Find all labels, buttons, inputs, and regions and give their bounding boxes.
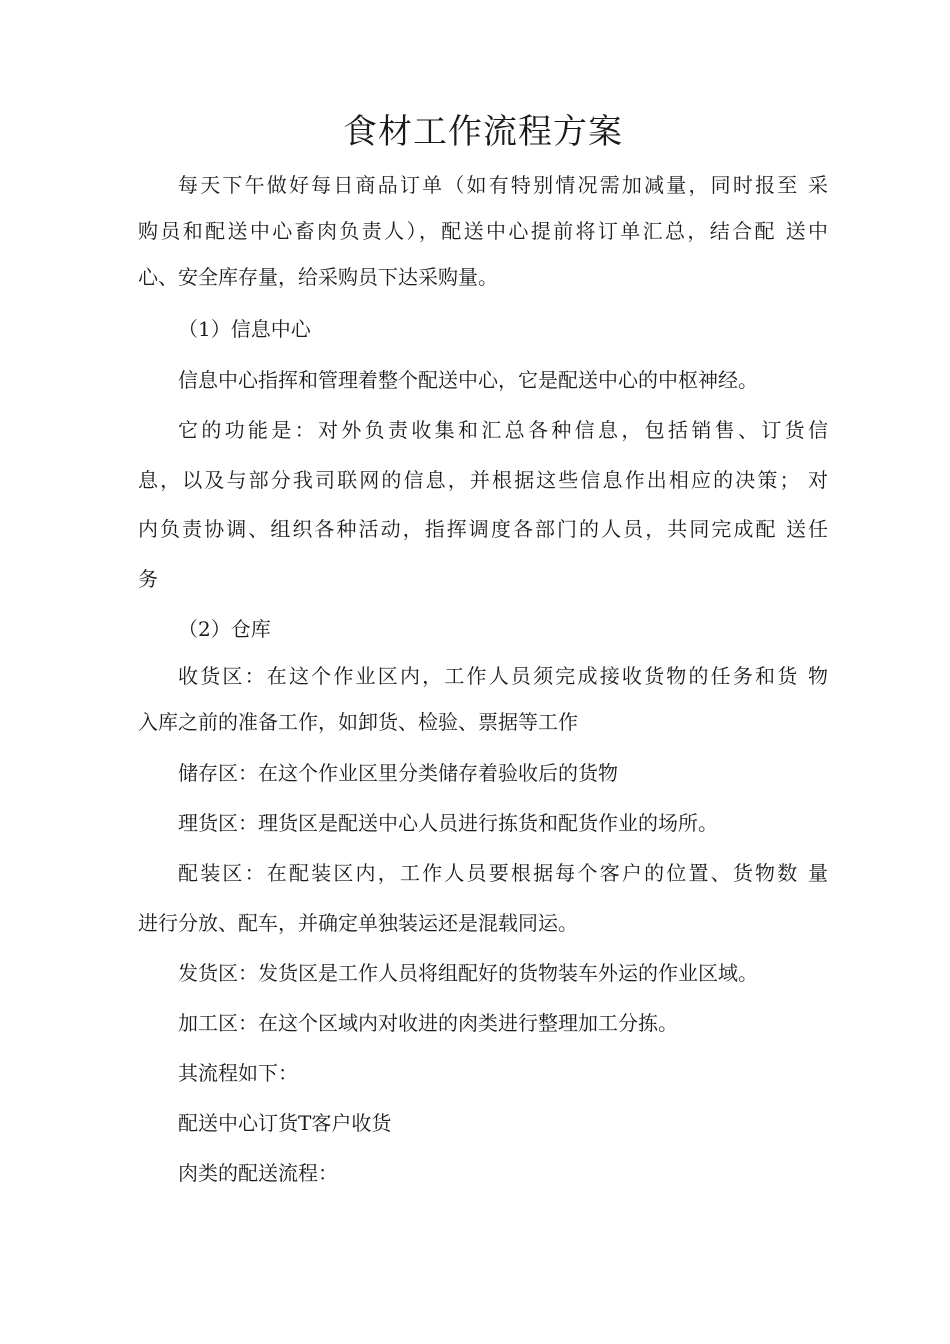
paragraph-line: 入库之前的准备工作，如卸货、检验、票据等工作 — [138, 710, 578, 734]
paragraph-line: 加工区：在这个区域内对收进的肉类进行整理加工分拣。 — [178, 1011, 678, 1035]
paragraph-line: 购员和配送中心畜肉负责人），配送中心提前将订单汇总，结合配 送中 — [138, 219, 828, 243]
paragraph-line: 配送中心订货T客户收货 — [178, 1111, 392, 1135]
paragraph-line: 每天下午做好每日商品订单（如有特别情况需加减量，同时报至 采 — [178, 173, 828, 197]
paragraph-line: 理货区：理货区是配送中心人员进行拣货和配货作业的场所。 — [178, 811, 718, 835]
paragraph-line: 信息中心指挥和管理着整个配送中心，它是配送中心的中枢神经。 — [178, 368, 758, 392]
paragraph-line: 内负责协调、组织各种活动，指挥调度各部门的人员，共同完成配 送任 — [138, 517, 828, 541]
paragraph-line: 息，以及与部分我司联网的信息，并根据这些信息作出相应的决策； 对 — [138, 468, 828, 492]
paragraph-line: 心、安全库存量，给采购员下达采购量。 — [138, 265, 498, 289]
paragraph-line: 进行分放、配车，并确定单独装运还是混载同运。 — [138, 911, 578, 935]
paragraph-line: 储存区：在这个作业区里分类储存着验收后的货物 — [178, 761, 618, 785]
document-title: 食材工作流程方案 — [343, 112, 623, 152]
paragraph-line: 发货区：发货区是工作人员将组配好的货物装车外运的作业区域。 — [178, 961, 758, 985]
section-heading: （2）仓库 — [178, 617, 271, 641]
paragraph-line: 其流程如下： — [178, 1061, 298, 1085]
paragraph-line: 配装区：在配装区内，工作人员要根据每个客户的位置、货物数 量 — [178, 861, 828, 885]
paragraph-line: 收货区：在这个作业区内，工作人员须完成接收货物的任务和货 物 — [178, 664, 828, 688]
paragraph-line: 务 — [138, 567, 158, 591]
paragraph-line: 肉类的配送流程： — [178, 1161, 338, 1185]
section-heading: （1）信息中心 — [178, 317, 311, 341]
paragraph-line: 它的功能是：对外负责收集和汇总各种信息，包括销售、订货信 — [178, 418, 828, 442]
